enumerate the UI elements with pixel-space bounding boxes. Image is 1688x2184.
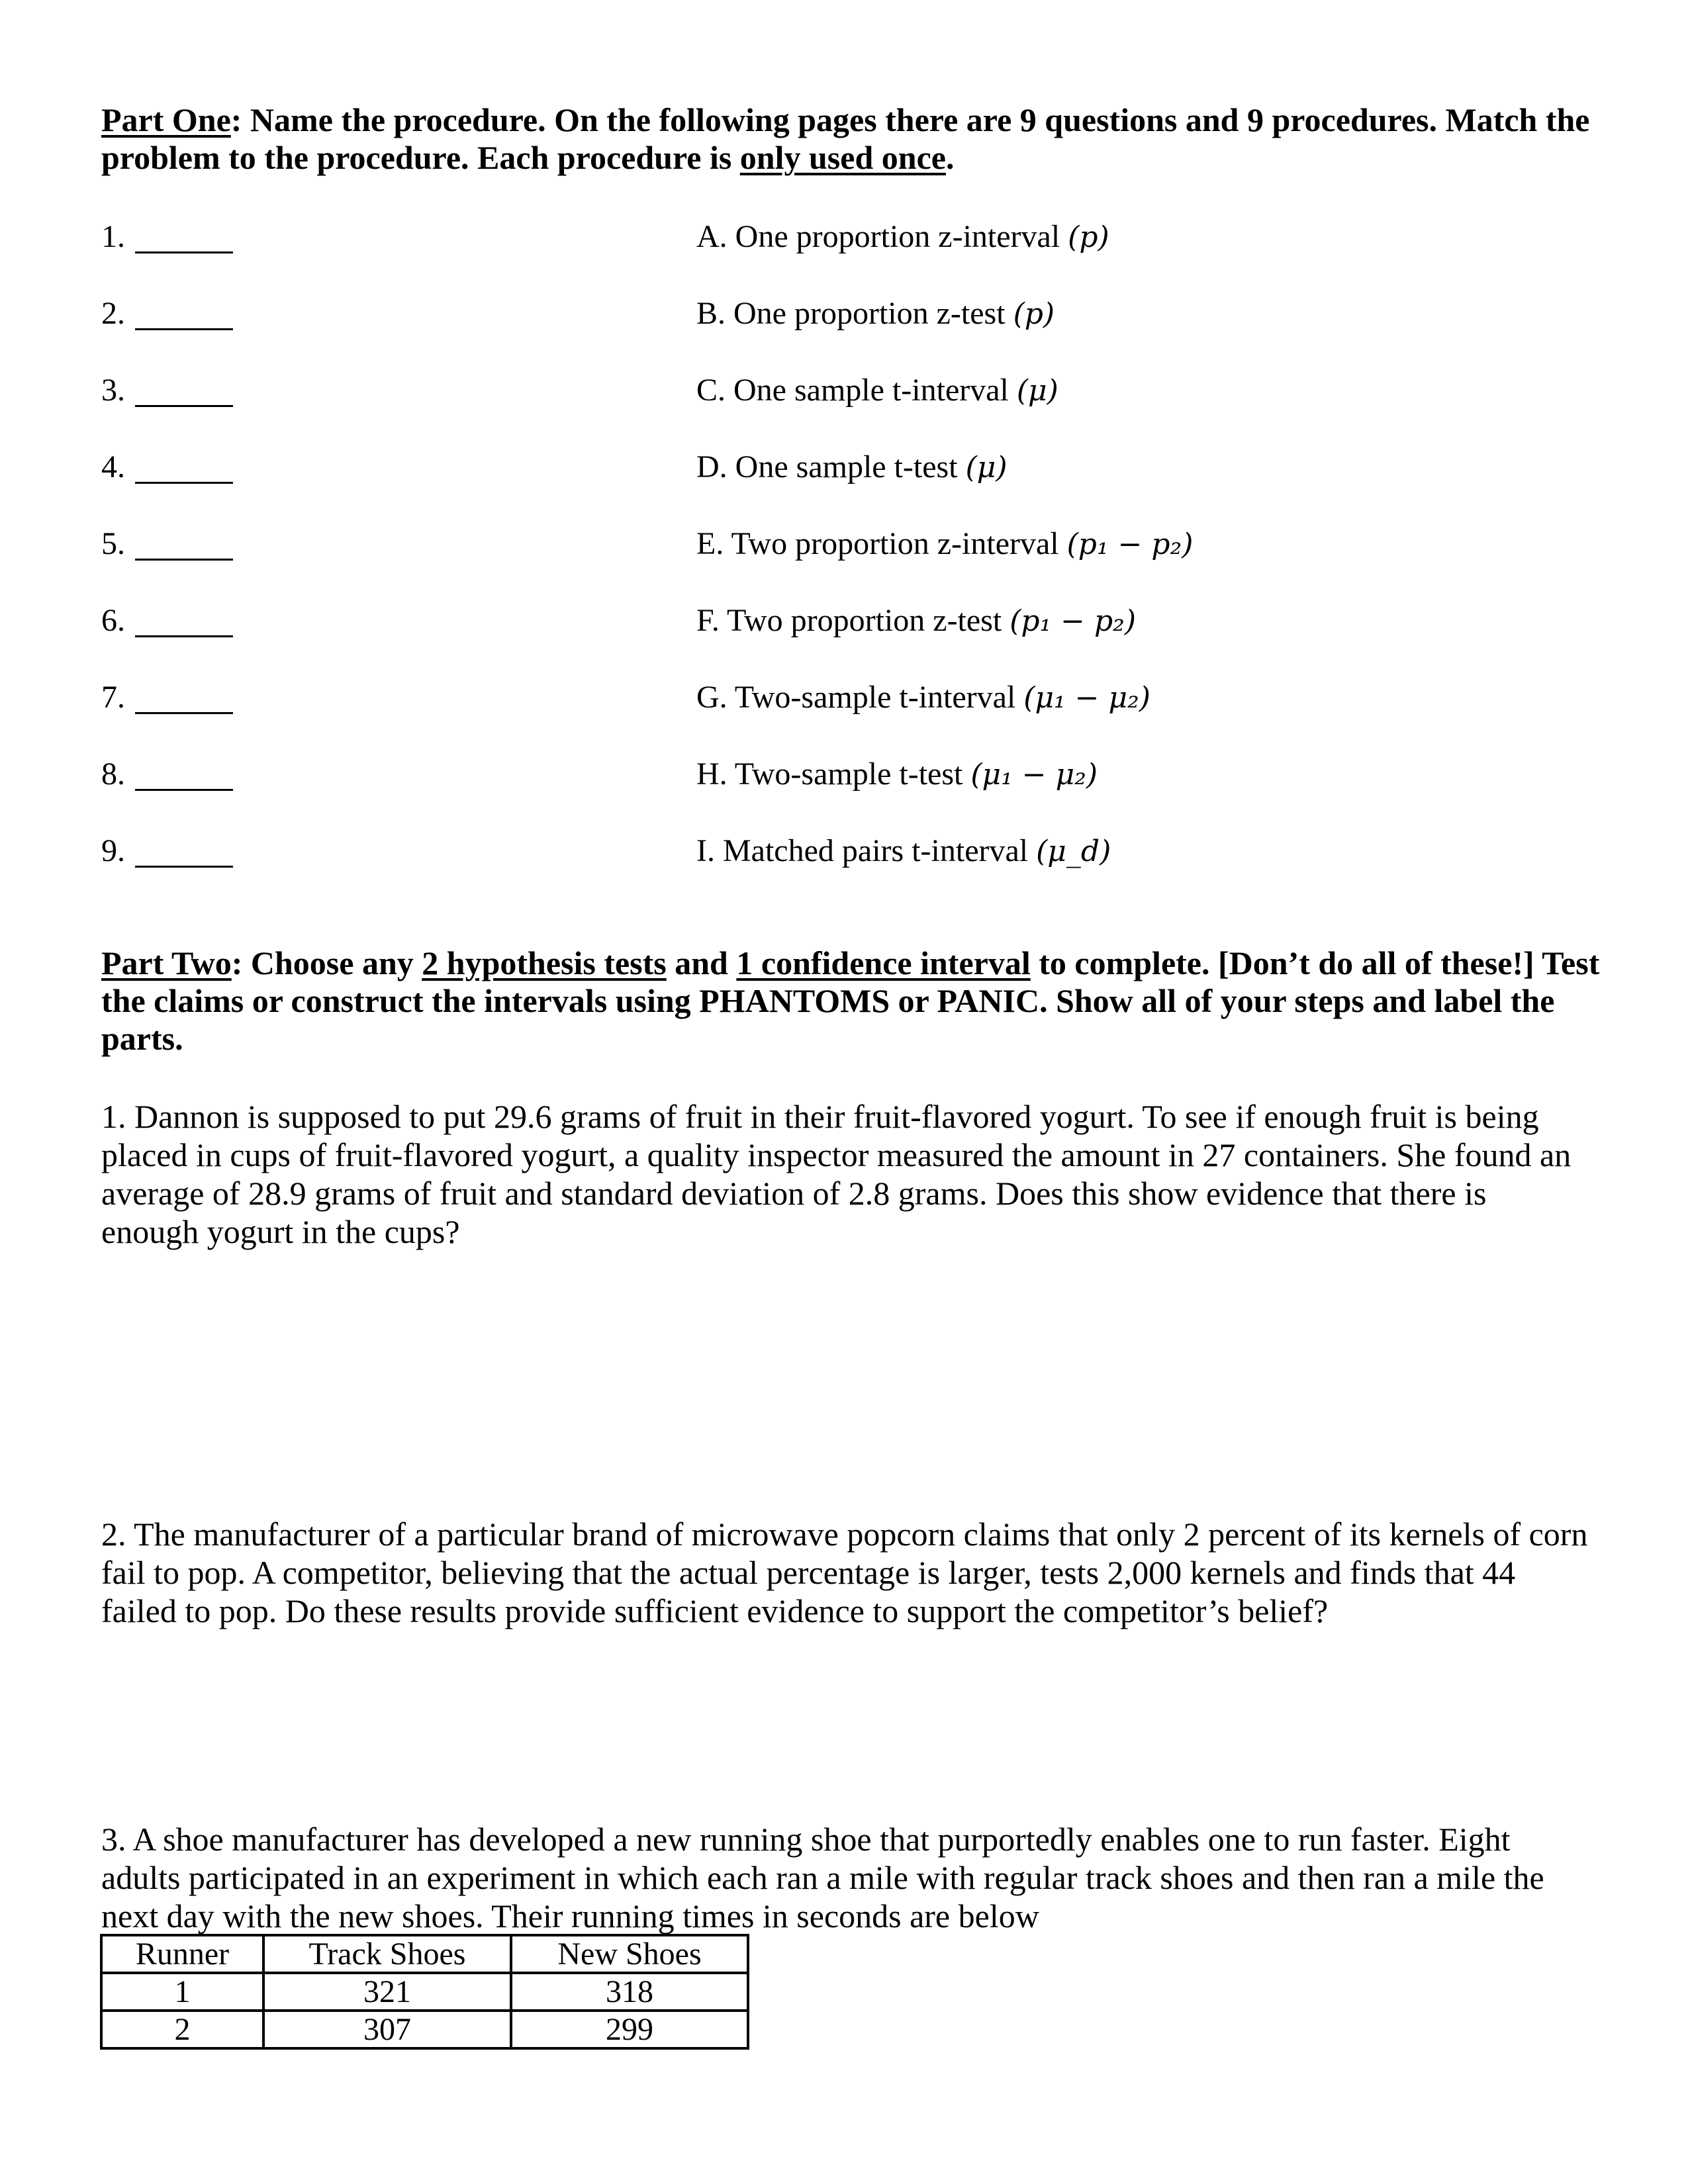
part-one-label: Part One — [101, 101, 231, 138]
procedure-label: C. One sample t-interval — [696, 373, 1017, 408]
procedure-parameter: (μ₁ − μ₂) — [970, 758, 1098, 792]
answer-number: 1. — [101, 219, 125, 254]
procedure-label: F. Two proportion z-test — [696, 603, 1010, 638]
answer-blank[interactable] — [135, 251, 233, 253]
procedure-item — [696, 679, 1150, 715]
procedure-parameter: (μ₁ − μ₂) — [1023, 681, 1150, 715]
cell: 299 — [511, 2011, 748, 2048]
procedure-label: D. One sample t-test — [696, 449, 966, 484]
header-runner: Runner — [101, 1935, 263, 1973]
procedure-item — [696, 602, 1136, 639]
procedure-label: H. Two-sample t-test — [696, 756, 971, 792]
table-row — [101, 1973, 748, 2011]
answer-blank[interactable] — [135, 559, 233, 561]
procedure-label: G. Two-sample t-interval — [696, 680, 1024, 715]
procedure-label: I. Matched pairs t-interval — [696, 833, 1037, 868]
question-2: 2. The manufacturer of a particular brand of microwave popcorn claims that only 2 percent of its kernels of corn fail to pop. A competitor, believing that the actual percentage is larger, tests 2,000 kernels and finds that 44 failed to pop. Do these results provide sufficient evidence to support the competitor’s belief? — [101, 1516, 1588, 1629]
table-row — [101, 2011, 748, 2048]
part-two-instructions — [101, 944, 1611, 1058]
part-two-text: and — [666, 944, 737, 981]
answer-number: 6. — [101, 603, 125, 638]
cell: 318 — [511, 1973, 748, 2011]
part-one-emphasis: only used once — [739, 139, 946, 176]
running-times-table — [100, 1934, 749, 2050]
procedure-label: B. One proportion z-test — [696, 296, 1013, 331]
answer-blank[interactable] — [135, 482, 233, 484]
part-two-text: : Choose any — [231, 944, 422, 981]
answer-blank[interactable] — [135, 328, 233, 330]
cell: 307 — [263, 2011, 511, 2048]
procedure-item — [696, 833, 1111, 869]
answer-blank[interactable] — [135, 789, 233, 791]
procedure-label: E. Two proportion z-interval — [696, 526, 1067, 561]
header-new-shoes: New Shoes — [511, 1935, 748, 1973]
cell: 2 — [101, 2011, 263, 2048]
part-two-interval-count: 1 confidence interval — [736, 944, 1031, 981]
procedure-parameter: (μ_d) — [1036, 835, 1111, 868]
answer-blank[interactable] — [135, 712, 233, 714]
procedure-item — [696, 756, 1098, 792]
table-header-row — [101, 1935, 748, 1973]
answer-number: 8. — [101, 756, 125, 792]
procedure-parameter: (p) — [1013, 297, 1055, 331]
procedure-parameter: (μ) — [965, 451, 1008, 484]
procedure-parameter: (p₁ − p₂) — [1066, 527, 1194, 561]
part-two-text: to complete. [Don’t do all of these!] Test the claims or construct the intervals using PHANTOMS or PANIC. Show all of your steps and label the parts. — [101, 944, 1600, 1057]
procedure-item — [696, 449, 1008, 485]
part-one-end: . — [945, 139, 955, 176]
answer-number: 7. — [101, 680, 125, 715]
answer-number: 4. — [101, 449, 125, 484]
part-two-label: Part Two — [101, 944, 232, 981]
part-two-hypothesis-count: 2 hypothesis tests — [422, 944, 667, 981]
answer-number: 5. — [101, 526, 125, 561]
part-one-instructions — [101, 101, 1611, 177]
question-1: 1. Dannon is supposed to put 29.6 grams of fruit in their fruit-flavored yogurt. To see if enough fruit is being placed in cups of fruit-flavored yogurt, a quality inspector measured the amount in 27 containers. She found an average of 28.9 grams of fruit and standard deviation of 2.8 grams. Does this show evidence that there is enough yogurt in the cups? — [101, 1098, 1571, 1250]
header-track-shoes: Track Shoes — [263, 1935, 511, 1973]
answer-number: 9. — [101, 833, 125, 868]
procedure-item — [696, 372, 1058, 408]
answer-blank[interactable] — [135, 405, 233, 407]
procedure-parameter: (p₁ − p₂) — [1009, 604, 1136, 638]
cell: 1 — [101, 1973, 263, 2011]
procedure-item — [696, 525, 1193, 562]
procedure-item — [696, 295, 1055, 332]
answer-blank[interactable] — [135, 635, 233, 637]
answer-number: 3. — [101, 373, 125, 408]
part-one-text: : Name the procedure. On the following pages there are 9 questions and 9 procedures. Match the problem to the procedure. Each procedure is — [101, 101, 1590, 176]
procedure-item — [696, 218, 1109, 255]
cell: 321 — [263, 1973, 511, 2011]
procedure-parameter: (μ) — [1016, 374, 1058, 408]
answer-blank[interactable] — [135, 866, 233, 868]
question-3: 3. A shoe manufacturer has developed a new running shoe that purportedly enables one to run faster. Eight adults participated in an experiment in which each ran a mile with regular track shoes and then ran a mile the next day with the new shoes. Their running times in seconds are below — [101, 1821, 1544, 1934]
procedure-label: A. One proportion z-interval — [696, 219, 1068, 254]
procedure-parameter: (p) — [1068, 220, 1109, 254]
answer-number: 2. — [101, 296, 125, 331]
